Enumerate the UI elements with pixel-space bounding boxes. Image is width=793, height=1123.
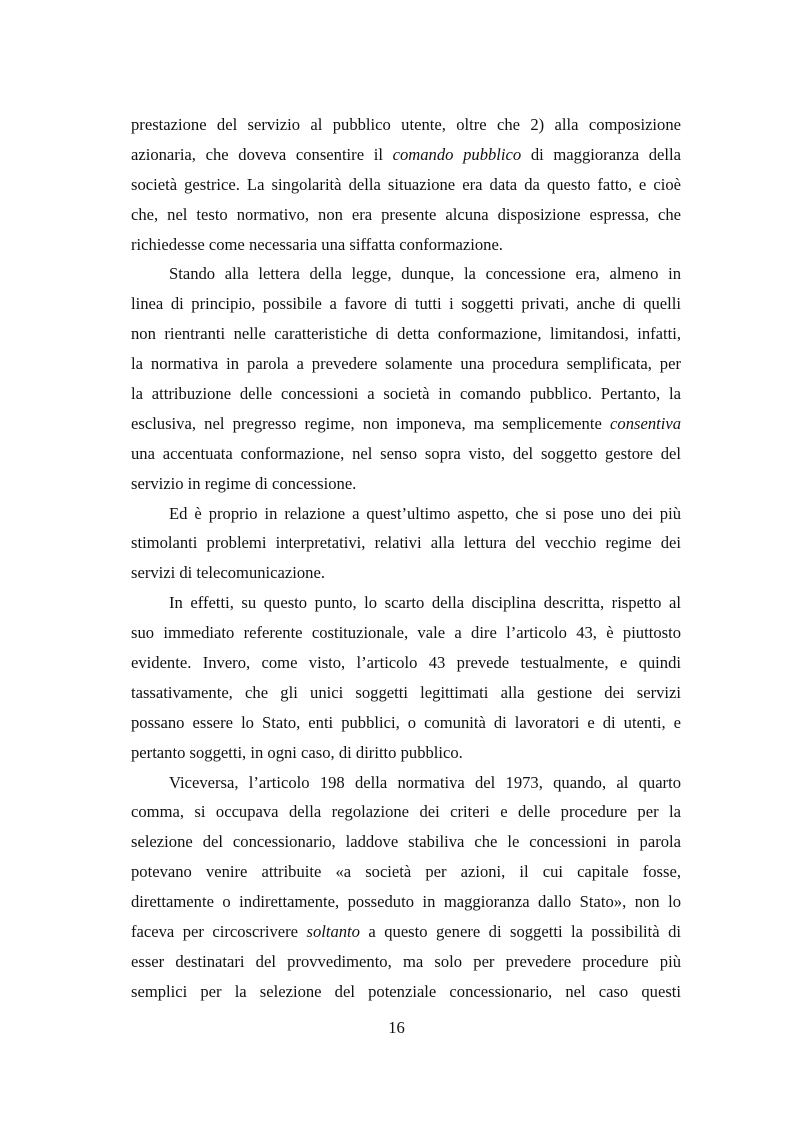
text-segment: esclusiva, nel pregresso regime, non imponeva, ma semplicemente: [131, 413, 611, 433]
text-segment: a questo genere di soggetti la possibilità di: [359, 922, 681, 942]
text-segment: Stando alla lettera della legge, dunque, la concessione era, almeno in: [169, 264, 681, 284]
text-line: [131, 648, 681, 678]
text-line: [131, 977, 681, 1007]
text-line: [131, 588, 681, 618]
text-line: [131, 259, 681, 289]
text-segment: direttamente o indirettamente, posseduto in maggioranza dallo Stato», non lo: [131, 892, 681, 912]
text-segment: prestazione del servizio al pubblico utente, oltre che 2) alla composizione: [131, 115, 681, 134]
text-segment: tassativamente, che gli unici soggetti legittimati alla gestione dei servizi: [131, 682, 681, 702]
text-line: [131, 499, 681, 529]
page-body: [131, 110, 681, 1007]
text-line: [131, 678, 681, 708]
text-segment: che, nel testo normativo, non era presente alcuna disposizione espressa, che: [131, 204, 681, 224]
text-segment: non rientranti nelle caratteristiche di detta conformazione, limitandosi, infatti,: [131, 324, 681, 344]
text-segment: potevano venire attribuite «a società per azioni, il cui capitale fosse,: [131, 862, 681, 882]
text-line: [131, 708, 681, 738]
text-segment: comma, si occupava della regolazione dei criteri e delle procedure per la: [131, 802, 681, 822]
text-line: [131, 289, 681, 319]
emphasis-text: comando pubblico: [392, 144, 522, 164]
text-line: [131, 917, 681, 947]
text-segment: una accentuata conformazione, nel senso sopra visto, del soggetto gestore del: [131, 443, 681, 463]
emphasis-text: consentiva: [610, 413, 681, 433]
text-segment: suo immediato referente costituzionale, vale a dire l’articolo 43, è piuttosto: [131, 623, 681, 643]
emphasis-text: soltanto: [306, 922, 360, 942]
text-segment: linea di principio, possibile a favore di tutti i soggetti privati, anche di quelli: [131, 294, 681, 314]
text-segment: esser destinatari del provvedimento, ma solo per prevedere procedure più: [131, 951, 681, 971]
paragraph: [131, 768, 681, 1007]
text-line: [131, 439, 681, 469]
text-line: [131, 200, 681, 230]
text-segment: servizi di telecomunicazione.: [131, 563, 325, 583]
text-segment: società gestrice. La singolarità della situazione era data da questo fatto, e cioè: [131, 174, 681, 194]
text-segment: pertanto soggetti, in ogni caso, di diritto pubblico.: [131, 742, 463, 762]
paragraph: [131, 499, 681, 589]
paragraph: [131, 588, 681, 767]
paragraph: [131, 259, 681, 498]
text-segment: Ed è proprio in relazione a quest’ultimo aspetto, che si pose uno dei più: [169, 503, 681, 523]
text-line: [131, 409, 681, 439]
text-segment: la attribuzione delle concessioni a società in comando pubblico. Pertanto, la: [131, 384, 681, 404]
paragraph: [131, 110, 681, 259]
text-line: [131, 947, 681, 977]
text-segment: di maggioranza della: [521, 144, 681, 164]
text-line: [131, 349, 681, 379]
text-line: [131, 528, 681, 558]
text-segment: stimolanti problemi interpretativi, relativi alla lettura del vecchio regime dei: [131, 533, 681, 553]
text-segment: servizio in regime di concessione.: [131, 473, 357, 493]
text-line: [131, 797, 681, 827]
text-line: [131, 857, 681, 887]
text-line: [131, 558, 681, 588]
text-segment: In effetti, su questo punto, lo scarto della disciplina descritta, rispetto al: [169, 593, 681, 613]
text-segment: faceva per circoscrivere: [131, 922, 307, 942]
text-line: [131, 230, 681, 260]
text-segment: la normativa in parola a prevedere solamente una procedura semplificata, per: [131, 354, 681, 374]
text-segment: selezione del concessionario, laddove stabiliva che le concessioni in parola: [131, 832, 681, 852]
page-number: 16: [388, 1018, 405, 1037]
text-segment: evidente. Invero, come visto, l’articolo 43 prevede testualmente, e quindi: [131, 653, 681, 673]
text-line: [131, 140, 681, 170]
text-line: [131, 768, 681, 798]
text-segment: azionaria, che doveva consentire il: [131, 144, 393, 164]
text-segment: Viceversa, l’articolo 198 della normativa del 1973, quando, al quarto: [169, 772, 681, 792]
text-line: [131, 827, 681, 857]
text-segment: richiedesse come necessaria una siffatta conformazione.: [131, 234, 503, 254]
text-line: [131, 887, 681, 917]
text-line: [131, 379, 681, 409]
text-segment: semplici per la selezione del potenziale concessionario, nel caso questi: [131, 981, 681, 1001]
text-segment: possano essere lo Stato, enti pubblici, o comunità di lavoratori e di utenti, e: [131, 712, 681, 732]
text-line: [131, 618, 681, 648]
text-line: [131, 170, 681, 200]
text-line: [131, 110, 681, 140]
text-line: [131, 319, 681, 349]
text-line: [131, 738, 681, 768]
text-line: [131, 469, 681, 499]
